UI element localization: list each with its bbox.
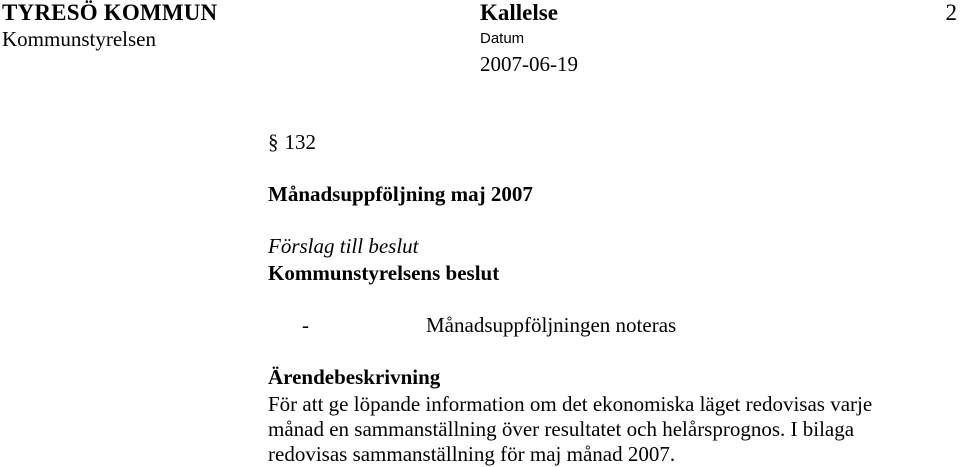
- document-type: Kallelse: [480, 0, 558, 25]
- page-number: 2: [945, 0, 957, 25]
- section-reference: [268, 130, 316, 155]
- organization-name: TYRESÖ KOMMUN: [2, 0, 218, 25]
- decision-heading: Kommunstyrelsens beslut: [268, 261, 500, 285]
- organization-unit: Kommunstyrelsen: [2, 27, 156, 51]
- decision-point-dash: -: [302, 313, 309, 337]
- paragraph-symbol: §: [268, 130, 279, 154]
- proposal-heading: Förslag till beslut: [268, 234, 419, 258]
- description-paragraph: [268, 392, 948, 467]
- description-line: redovisas sammanställning för maj månad 2007.: [268, 442, 676, 466]
- section-number: 132: [284, 130, 316, 154]
- description-line: månad en sammanställning över resultatet och helårsprognos. I bilaga: [268, 417, 855, 441]
- description-line: För att ge löpande information om det ekonomiska läget redovisas varje: [268, 392, 873, 416]
- case-title: Månadsuppföljning maj 2007: [268, 182, 533, 206]
- date-value: 2007-06-19: [480, 52, 578, 76]
- date-label: Datum: [480, 30, 525, 47]
- description-heading: Ärendebeskrivning: [268, 365, 441, 389]
- decision-point-text: Månadsuppföljningen noteras: [426, 313, 677, 337]
